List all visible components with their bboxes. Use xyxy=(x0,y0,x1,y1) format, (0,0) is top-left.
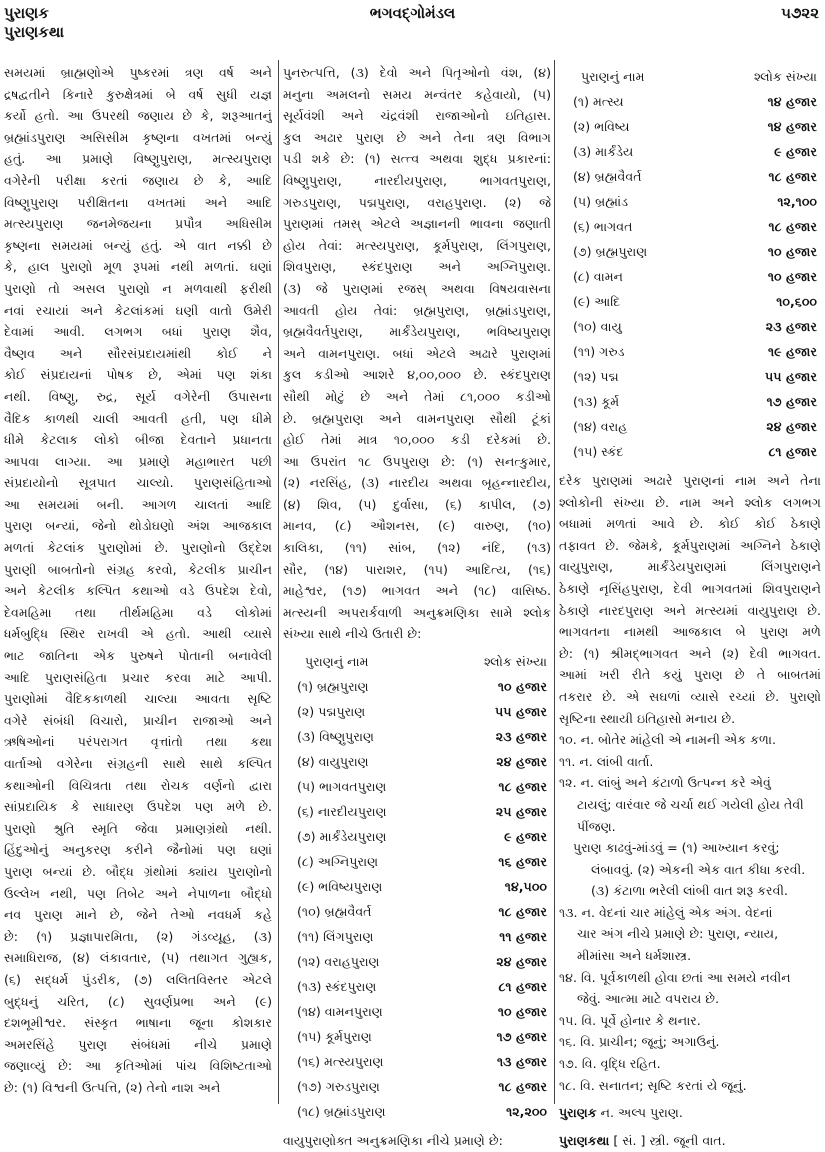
text-line: નવાં રચાયાં અને કેટલાંકમાં ઘણી વાતો ઉમેરી xyxy=(4,302,272,318)
column-1 xyxy=(4,62,272,1099)
text-line: (૩) જે પુરાણમાં રજસ્ અથવા વિષયવાસના xyxy=(283,280,551,296)
text-line: ૧૧. ન. લાંબી વાર્તા. xyxy=(559,753,654,769)
text-line: સૃષ્ટિના સ્થાયી ઇતિહાસો મનાય છે. xyxy=(559,710,736,726)
text-line: લંબાવવું. (૨) એકની એક વાત કીધા કરવી. xyxy=(591,861,806,877)
text-line: છે: (૧) શ્રીમદ્ભાગવત અને (૨) દેવી ભાગવત. xyxy=(559,645,821,661)
table-row xyxy=(283,799,551,824)
entry-definition: ન. અલ્પ પુરાણ. xyxy=(600,1105,683,1121)
dictionary-title: ભગવદ્ગોમંડલ xyxy=(369,4,456,22)
purana-name: (૧૦) વાયુ xyxy=(573,319,622,334)
text-line: ૧૭. વિ. વૃદ્ધિ રહિત. xyxy=(559,1056,661,1072)
purana-name: (૫) ભાગવતપુરાણ xyxy=(297,779,387,795)
shloka-count: ૫૫ હજાર xyxy=(765,369,817,384)
text-line: કર્યો હતો. આ ઉપરથી જણાય છે કે, શરૂઆતનું xyxy=(4,108,272,124)
table-row xyxy=(559,339,821,364)
text-line: ૧૪. વિ. પૂર્વકાળથી હોવા છતાં આ સમયે નવીન xyxy=(559,969,791,985)
table-row xyxy=(283,674,551,699)
shloka-count: ૯ હજાર xyxy=(774,144,817,159)
text-line: જણાવ્યું છે: આ કૃતિઓમાં પાંચ વિશિષ્ટતાઓ xyxy=(4,1058,272,1074)
text-line: સૌર, (૧૪) પારાશર, (૧૫) આદિત્ય, (૧૬) xyxy=(283,561,551,577)
text-line: આ સમયમાં બની. આગળ ચાલતાં આદિ xyxy=(4,496,272,512)
text-line: ૧૩. ન. વેદનાં ચાર માંહેલું એક અંગ. વેદનાં xyxy=(559,904,773,920)
purana-name: (૨) પદ્મપુરાણ xyxy=(297,704,366,720)
text-line: પુરાણો શ્રુતિ સ્મૃતિ જેવા પ્રમાણગ્રંથો નથી. xyxy=(4,820,272,836)
purana-name: (૬) નારદીયપુરાણ xyxy=(297,804,387,820)
text-line: હિંદુઓનું અનુકરણ કરીને જૈનોમાં પણ ઘણાં xyxy=(4,842,272,858)
purana-name: (૨) ભવિષ્ય xyxy=(573,119,630,134)
text-line: ૧૦. ન. બોતેર માંહેલી એ નામની એક કળા. xyxy=(559,732,776,748)
text-line: ઉલ્લેખ નથી, પણ તિબેટ અને નેપાળના બૌદ્ધો xyxy=(4,885,272,901)
sense-definition xyxy=(559,1010,821,1032)
text-line: અને વામનપુરાણ. બધાં એટલે અઢારે પુરાણમાં xyxy=(283,345,551,361)
sense-definition xyxy=(559,772,821,837)
purana-name: (૧) મત્સ્ય xyxy=(573,94,624,109)
table-row xyxy=(559,364,821,389)
text-line: આમાં ખરી રીતે કયું પુરાણ છે તે બાબતમાં xyxy=(559,667,821,683)
purana-name: (૧૭) ગરુડપુરાણ xyxy=(297,1079,380,1095)
table-row xyxy=(559,389,821,414)
text-line: (૬) સદ્ધર્મ પુંડરીક, (૭) લલિતવિસ્તર એટલે xyxy=(4,971,272,987)
purana-name: (૧૩) કૂર્મ xyxy=(573,394,620,409)
text-line: મત્સ્યપુરાણ જનમેજયના પ્રપૌત્ર અધિસીમ xyxy=(4,216,272,232)
text-line: ચાર અંગ નીચે પ્રમાણે છે: પુરાણ, ન્યાય, xyxy=(577,926,779,942)
entry-definition: [ સં. ] સ્ત્રી. જૂની વાત. xyxy=(613,1132,726,1148)
text-line: આવતી હોય તેવાં: બ્રહ્મપુરાણ, બ્રહ્માંડપુરાણ, xyxy=(283,302,551,318)
text-line: સાંપ્રદાયિક કે સાધારણ ઉપદેશ પણ મળે છે. xyxy=(4,799,272,815)
table-row xyxy=(559,164,821,189)
purana-name: (૪) વાયુપુરાણ xyxy=(297,754,369,770)
shloka-count: ૧૪,૫૦૦ xyxy=(504,879,547,895)
table-row xyxy=(283,949,551,974)
purana-name: (૧૪) વામનપુરાણ xyxy=(297,1004,383,1020)
table-header-row xyxy=(559,64,821,89)
text-line: દશભૂમીશ્વર. સંસ્કૃત ભાષાના જૂના કોશકાર xyxy=(4,1015,272,1031)
guide-word-first: પુરાણક xyxy=(4,4,49,22)
text-line: ધર્મબુદ્ધિ સ્થિર રાખવી એ હતો. આથી વ્યાસે xyxy=(4,626,272,642)
text-line: કુલ કડીઓ આશરે ૪,૦૦,૦૦૦ છે. સ્કંદપુરાણ xyxy=(283,367,551,383)
text-line: સૂર્યવંશી અને ચંદ્રવંશી રાજાઓનો ઇતિહાસ. xyxy=(283,108,551,124)
text-line: દેવમહિમા તથા તીર્થમહિમા વડે લોકોમાં xyxy=(4,604,272,620)
shloka-count: ૧૩ હજાર xyxy=(497,1054,547,1070)
purana-name: (૭) બ્રહ્મપુરાણ xyxy=(573,244,648,259)
table-row xyxy=(559,414,821,439)
shloka-count: ૧૮ હજાર xyxy=(768,219,817,234)
text-line: પુરાણો તો અસલ પુરાણો ન મળવાથી ફરીથી xyxy=(4,280,272,296)
shloka-count: ૨૫ હજાર xyxy=(495,804,547,820)
text-line: આ ઉપરાંત ૧૮ ઉપપુરાણ છે: (૧) સનત્કુમાર, xyxy=(283,453,551,469)
shloka-count: ૧૪ હજાર xyxy=(767,94,817,109)
text-line: ઠેકાણે નૃસિંહપુરાણ, દેવી ભાગવતમાં શિવપુરાણને xyxy=(559,580,821,596)
text-line: ધીમે કેટલાક લોકો બીજા દેવતાને પ્રધાનતા xyxy=(4,432,272,448)
text-line: બધામાં મળતાં આવે છે. કોઈ કોઈ ઠેકાણે xyxy=(559,516,821,532)
text-line: વિષ્ણુપુરાણ પરીક્ષિતના વખતમાં અને આદિ xyxy=(4,194,272,210)
text-line: મળતાં કેટલાંક પુરાણોમાં છે. પુરાણોનો ઉદ્દેશ xyxy=(4,540,272,556)
paragraph xyxy=(4,62,272,1099)
purana-table xyxy=(559,64,821,464)
shloka-count: ૧૬ હજાર xyxy=(498,854,547,870)
text-line: હોઈ તેમાં માત્ર ૧૦,૦૦૦ કડી દરેકમાં છે. xyxy=(283,432,551,448)
text-line: નથી. વિષ્ણુ, રુદ્ર, સૂર્ય વગેરેની ઉપાસના xyxy=(4,388,272,404)
shloka-count: ૧૦,૬૦૦ xyxy=(776,294,817,309)
table-intro-line: વાયુપુરાણોક્ત અનુક્રમણિકા નીચે પ્રમાણે છે: xyxy=(283,1133,503,1149)
purana-name: (૧૮) બ્રહ્માંડપુરાણ xyxy=(297,1104,386,1120)
shloka-count: ૨૪ હજાર xyxy=(766,419,817,434)
column-divider xyxy=(278,60,279,1104)
text-line: ગરુડપુરાણ, પદ્મપુરાણ, વરાહપુરાણ. (૨) જે xyxy=(283,194,551,210)
purana-name: (૧૪) વરાહ xyxy=(573,419,628,434)
text-line: ૧૨. ન. લાંબું અને કંટાળો ઉત્પન્ન કરે એવું xyxy=(559,775,771,791)
purana-name: (૩) વિષ્ણુપુરાણ xyxy=(297,729,374,745)
shloka-count: ૧૯ હજાર xyxy=(767,344,817,359)
table-row xyxy=(283,1074,551,1099)
entry-headword: પુરાણક xyxy=(559,1105,597,1121)
table-row xyxy=(283,1049,551,1074)
text-line: સંપ્રદાયોનો સૂત્રપાત ચાલ્યો. પુરાણસંહિતાઓ xyxy=(4,475,272,491)
purana-name: (૩) માર્કંડેય xyxy=(573,144,634,159)
purana-name: (૧૫) કૂર્મપુરાણ xyxy=(297,1029,372,1045)
text-line: પીંજણ. xyxy=(577,818,616,834)
text-line: કાલિકા, (૧૧) સાંબ, (૧૨) નંદિ, (૧૩) xyxy=(283,540,551,556)
text-line: બ્રહ્માંડપુરાણ અસિસીમ કૃષ્ણના વખતમાં બન્યું xyxy=(4,129,272,145)
shloka-count: ૨૪ હજાર xyxy=(496,954,547,970)
table-row xyxy=(283,874,551,899)
sense-definition xyxy=(559,729,821,751)
text-line: છે. બ્રહ્મપુરાણ અને વામનપુરાણ સૌથી ટૂંકાં xyxy=(283,410,551,426)
text-line: જેવું. આત્મા માટે વપરાય છે. xyxy=(577,991,720,1007)
shloka-count: ૨૩ હજાર xyxy=(765,319,817,334)
text-line: તકરાર છે. એ સઘળાં વ્યાસે રચ્યાં છે. પુરાણો xyxy=(559,688,821,704)
purana-name: (૭) માર્કંડેયપુરાણ xyxy=(297,829,387,845)
text-line: દ્રષદ્વતીને કિનારે કુરુક્ષેત્રમાં બે વર્ષ સુધી યજ્ઞ xyxy=(4,86,272,102)
text-line: છે: (૧) વિશ્વની ઉત્પત્તિ, (૨) તેનો નાશ અને xyxy=(4,1079,221,1095)
text-line: અમરસિંહે પુરાણ સંબંધમાં નીચે પ્રમાણે xyxy=(4,1036,272,1052)
shloka-count: ૮૧ હજાર xyxy=(768,444,817,459)
text-line: માનવ, (૮) ઔશનસ, (૯) વારુણ, (૧૦) xyxy=(283,518,551,534)
shloka-count: ૧૨,૧૦૦ xyxy=(777,194,817,209)
sense-definition xyxy=(559,1031,821,1053)
sense-definition xyxy=(559,902,821,967)
shloka-count: ૫૫ હજાર xyxy=(495,704,547,720)
table-row xyxy=(283,774,551,799)
sense-definition xyxy=(559,751,821,773)
table-row xyxy=(559,239,821,264)
text-line: મીમાંસા અને ધર્મશાસ્ત્ર. xyxy=(577,948,692,964)
purana-name: (૧૧) લિંગપુરાણ xyxy=(297,929,374,945)
header-cell-name: પુરાણનું નામ xyxy=(305,654,369,670)
table-row xyxy=(559,189,821,214)
table-row xyxy=(559,214,821,239)
text-line: ભાગવતના નામથી આજકાલ બે પુરાણ મળે xyxy=(559,624,821,640)
text-line: શિવપુરાણ, સ્કંદપુરાણ અને અગ્નિપુરાણ. xyxy=(283,259,551,275)
shloka-count: ૧૪ હજાર xyxy=(767,119,817,134)
table-row xyxy=(559,314,821,339)
text-line: કુલ અઢાર પુરાણ છે અને તેના ત્રણ વિભાગ xyxy=(283,129,551,145)
shloka-count: ૧૦ હજાર xyxy=(497,679,547,695)
shloka-count: ૨૪ હજાર xyxy=(496,754,547,770)
header-cell-name: પુરાણનું નામ xyxy=(581,69,645,84)
table-row xyxy=(283,1024,551,1049)
header-cell-count: શ્લોક સંખ્યા xyxy=(484,654,547,670)
shloka-count: ૧૮ હજાર xyxy=(498,1079,547,1095)
text-line: સંખ્યા સાથે નીચે ઉતારી છે: xyxy=(283,626,422,642)
shloka-count: ૧૮ હજાર xyxy=(498,779,547,795)
table-row xyxy=(559,439,821,464)
purana-name: (૫) બ્રહ્માંડ xyxy=(573,194,628,209)
purana-name: (૧૧) ગરુડ xyxy=(573,344,625,359)
sense-definition xyxy=(559,1053,821,1075)
shloka-count: ૧૧ હજાર xyxy=(499,929,547,945)
table-header-row xyxy=(283,649,551,674)
text-line: પુનરુત્પત્તિ, (૩) દેવો અને પિતૃઓનો વંશ, (૪) xyxy=(283,65,551,80)
table-row xyxy=(559,289,821,314)
text-line: તફાવત છે. જેમકે, કૂર્મપુરાણમાં અગ્નિને ઠેકાણે xyxy=(559,537,821,553)
text-line: સૌથી મોટું છે અને તેમાં ૮૧,૦૦૦ કડીઓ xyxy=(283,388,551,404)
shloka-count: ૧૦ હજાર xyxy=(767,269,817,284)
text-line: (૪) શિવ, (૫) દુર્વાસા, (૬) કાપીલ, (૭) xyxy=(283,496,551,512)
purana-name: (૪) બ્રહ્મવૈવર્ત xyxy=(573,169,642,184)
text-line: માહેશ્વર, (૧૭) ભાગવત અને (૧૮) વાસિષ્ઠ. xyxy=(283,583,551,599)
shloka-count: ૧૮ હજાર xyxy=(498,904,547,920)
purana-name: (૮) અગ્નિપુરાણ xyxy=(297,854,379,870)
text-line: વગેરેની પરીક્ષા કરતાં જણાય છે કે, આદિ xyxy=(4,172,272,188)
text-line: વગેરે સંબંધી વિચારો, પ્રાચીન રાજાઓ અને xyxy=(4,712,272,728)
text-line: દેવામાં આવી. લગભગ બધાં પુરાણ શૈવ, xyxy=(4,324,272,340)
text-line: ૧૮. વિ. સનાતન; સૃષ્ટિ કરતાં યે જૂનું. xyxy=(559,1077,747,1093)
dictionary-entry xyxy=(559,1102,821,1124)
purana-name: (૧) બ્રહ્મપુરાણ xyxy=(297,679,369,695)
text-line: (૩) કંટાળા ભરેલી લાંબી વાત શરૂ કરવી. xyxy=(591,883,789,899)
text-line: પુરાણ કાઢવું-માંડવું = (૧) આખ્યાન કરવું; xyxy=(573,840,780,856)
page-number: ૫૭૨૨ xyxy=(781,4,819,22)
shloka-count: ૧૮ હજાર xyxy=(768,169,817,184)
purana-name: (૯) આદિ xyxy=(573,294,621,309)
text-line: હતું. આ પ્રમાણે વિષ્ણુપુરાણ, મત્સ્યપુરાણ xyxy=(4,151,272,167)
table-row xyxy=(283,999,551,1024)
text-line: બુદ્ધનું ચરિત, (૮) સુવર્ણપ્રભા અને (૯) xyxy=(4,993,272,1009)
purana-name: (૮) વામન xyxy=(573,269,623,284)
column-3 xyxy=(559,60,821,1151)
table-row xyxy=(559,89,821,114)
entry-headword: પુરાણકથા xyxy=(559,1132,610,1148)
text-line: પુરાણોમાં વૈદિકકાળથી ચાલ્યા આવતા સૃષ્ટિ xyxy=(4,691,272,707)
text-line: પુરાણમાં તમસ્ એટલે અજ્ઞાનની ભાવના જણાતી xyxy=(283,216,551,232)
text-line: ૧૬. વિ. પ્રાચીન; જૂનું; અગાઉનું. xyxy=(559,1034,720,1050)
text-line: દરેક પુરાણમાં અઢારે પુરાણનાં નામ અને તેના xyxy=(559,473,821,488)
purana-name: (૯) ભવિષ્યપુરાણ xyxy=(297,879,383,895)
text-line: (૨) નરસિંહ, (૩) નારદીય અથવા બૃહન્નારદીય, xyxy=(283,475,551,491)
header-cell-count: શ્લોક સંખ્યા xyxy=(754,69,817,84)
purana-table xyxy=(283,649,551,1124)
table-row xyxy=(283,899,551,924)
text-line: ભાટ જાતિના એક પુરુષને પોતાની બનાવેલી xyxy=(4,648,272,664)
text-line: વૈષ્ણવ અને સૌરસંપ્રદાયમાંથી કોઈ ને xyxy=(4,345,272,361)
column-divider xyxy=(554,60,555,1104)
dictionary-entry xyxy=(559,1130,821,1152)
paragraph xyxy=(283,62,551,645)
purana-name: (૧૨) વરાહપુરાણ xyxy=(297,954,380,970)
purana-name: (૧૬) મત્સ્યપુરાણ xyxy=(297,1054,384,1070)
table-row xyxy=(283,1099,551,1124)
shloka-count: ૧૦ હજાર xyxy=(767,244,817,259)
text-line: મનુના અમલનો સમય મન્વંતર કહેવાયો, (૫) xyxy=(283,86,551,102)
text-line: અને કેટલીક કલ્પિત કથાઓ વડે ઉપદેશ દેવો, xyxy=(4,583,272,599)
table-row xyxy=(559,264,821,289)
text-line: કથાઓની વિચિત્રતા તથા રોચક વર્ણનો દ્વારા xyxy=(4,777,272,793)
sense-definition xyxy=(559,1075,821,1097)
text-line: મત્સ્યની અપરાર્કવાળી અનુક્રમણિકા સામે શ્લોક xyxy=(283,604,551,620)
purana-name: (૧૫) સ્કંદ xyxy=(573,444,624,459)
column-2 xyxy=(283,62,551,1152)
sense-definition xyxy=(559,967,821,1010)
text-line: સમયમાં બ્રાહ્મણોએ પુષ્કરમાં ત્રણ વર્ષ અને xyxy=(4,65,272,80)
text-line: શ્લોકોની સંખ્યા છે. નામ અને શ્લોક લગભગ xyxy=(559,494,821,510)
table-row xyxy=(283,824,551,849)
purana-name: (૧૩) સ્કંદપુરાણ xyxy=(297,979,377,995)
table-row xyxy=(283,974,551,999)
text-line: હોય તેવાં: મત્સ્યપુરાણ, કૂર્મપુરાણ, લિંગપુરાણ, xyxy=(283,237,551,253)
table-row xyxy=(283,849,551,874)
guide-word-last: પુરાણકથા xyxy=(4,23,65,41)
table-row xyxy=(283,924,551,949)
table-row xyxy=(283,699,551,724)
text-line: કૃષ્ણના સમયમાં બન્યું હતું. એ વાત નક્કી છે xyxy=(4,237,272,253)
text-line: બ્રહ્મવૈવર્તપુરાણ, માર્કંડેયપુરાણ, ભવિષ્યપુરાણ xyxy=(283,324,551,340)
shloka-count: ૮૧ હજાર xyxy=(498,979,547,995)
sense-definition xyxy=(559,837,821,902)
paragraph xyxy=(559,470,821,729)
text-line: ટાયલું; વારંવાર જે ચર્ચા થઈ ગયેલી હોય તેવી xyxy=(577,796,804,812)
shloka-count: ૨૩ હજાર xyxy=(495,729,547,745)
text-line: વાર્તાઓ વગેરેના સંગ્રહની સાથે સાથે કલ્પિત xyxy=(4,756,272,771)
text-line: ઋષિઓનાં પરંપરાગત વૃત્તાંતો તથા કથા xyxy=(4,734,272,750)
text-line: ઠેકાણે નારદપુરાણ અને મત્સ્યમાં વાયુપુરાણ છે. xyxy=(559,602,821,618)
text-line: વૈદિક કાળથી ચાલી આવતી હતી, પણ ધીમે xyxy=(4,410,272,426)
text-line: નવ પુરાણ માને છે, જેને તેઓ નવધર્મ કહે xyxy=(4,907,272,923)
purana-name: (૬) ભાગવત xyxy=(573,219,633,234)
table-row xyxy=(283,749,551,774)
text-line: કે, હાલ પુરાણો મૂળ રૂપમાં નથી મળતાં. ઘણાં xyxy=(4,259,272,275)
text-line: પડી શકે છે: (૧) સત્ત્વ અથવા શુદ્ધ પ્રકારનાં: xyxy=(283,151,551,167)
text-line: સમાધિરાજ, (૪) લંકાવતાર, (૫) તથાગત ગુહ્યક, xyxy=(4,950,272,966)
text-line: પુરાણી બાબતોનો સંગ્રહ કરવો, કેટલીક પ્રાચીન xyxy=(4,561,272,577)
shloka-count: ૧૦ હજાર xyxy=(497,1004,547,1020)
shloka-count: ૧૭ હજાર xyxy=(496,1029,547,1045)
text-line: આદિ પુરાણસંહિતા પ્રચાર કરવા માટે આપી. xyxy=(4,669,272,685)
shloka-count: ૧૭ હજાર xyxy=(766,394,817,409)
purana-name: (૧૨) પદ્મ xyxy=(573,369,619,384)
table-row xyxy=(283,724,551,749)
text-line: કોઈ સંપ્રદાયનાં પોષક છે, એમાં પણ શંકા xyxy=(4,367,272,383)
text-line: છે: (૧) પ્રજ્ઞાપારમિતા, (૨) ગંડવ્યૂહ, (૩) xyxy=(4,928,272,944)
table-row xyxy=(559,139,821,164)
purana-name: (૧૦) બ્રહ્મવૈવર્ત xyxy=(297,904,372,920)
table-row xyxy=(559,114,821,139)
text-line: વાયુપુરાણ, માર્કંડેયપુરાણમાં લિંગપુરાણને xyxy=(559,559,821,575)
shloka-count: ૧૨,૨૦૦ xyxy=(506,1104,547,1120)
text-line: આપવા લાગ્યા. આ પ્રમાણે મહાભારત પછી xyxy=(4,453,272,469)
shloka-count: ૯ હજાર xyxy=(504,829,547,845)
text-line: વિષ્ણુપુરાણ, નારદીયપુરાણ, ભાગવતપુરાણ, xyxy=(283,172,551,188)
text-line: પુરાણ બન્યાં છે. બૌદ્ધ ગ્રંથોમાં ક્યાંય પુરાણોનો xyxy=(4,863,272,879)
text-line: પુરાણ બન્યાં, જેનો થોડોઘણો અંશ આજકાલ xyxy=(4,518,272,534)
text-line: ૧૫. વિ. પૂર્વે હોનાર કે થનાર. xyxy=(559,1012,701,1028)
